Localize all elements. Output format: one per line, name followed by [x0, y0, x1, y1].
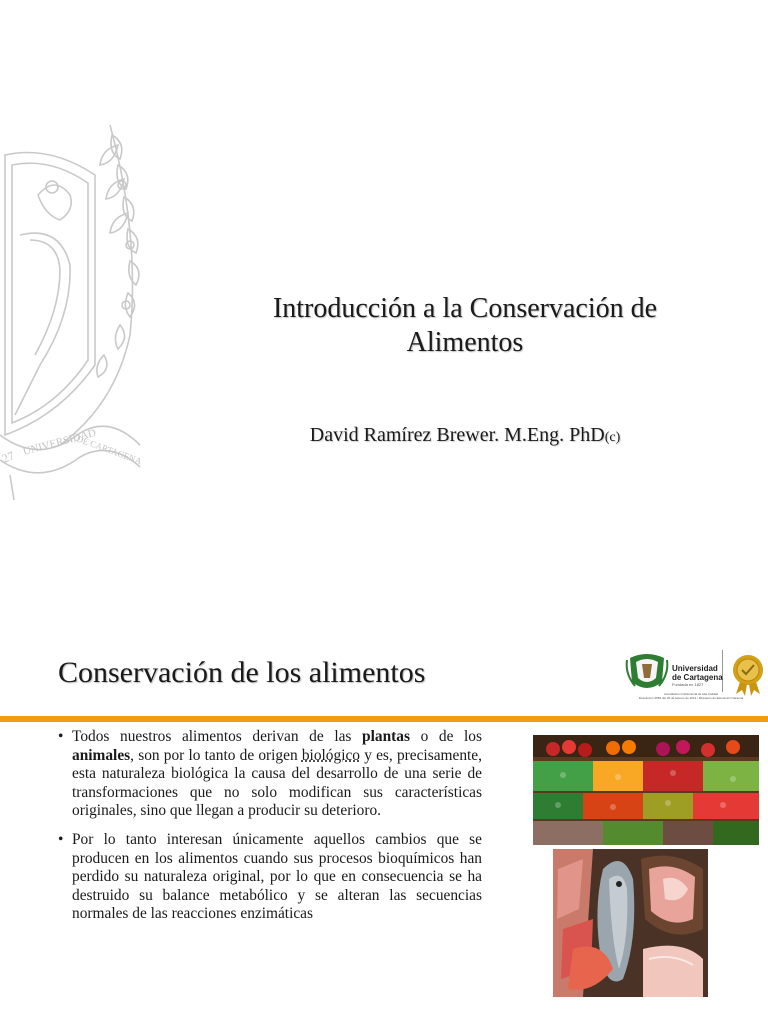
bullet-text: , son por lo tanto de origen [130, 746, 302, 764]
bullet-text: Todos nuestros alimentos derivan de las [72, 728, 363, 745]
university-seal-watermark [0, 115, 160, 505]
accreditation-line-1: Acreditación Institucional de Alta Calidad [663, 692, 719, 696]
accreditation-line-2: Resolución 2583 del 26 de febrero de 2014 / Ministerio de Educación Nacional [638, 696, 744, 700]
presentation-title [200, 292, 730, 360]
accent-divider [0, 716, 768, 722]
seal-number: 27 [0, 448, 17, 466]
emphasis-plantas: plantas [362, 728, 410, 745]
university-name [672, 664, 723, 687]
seal-text-right: DE CARTAGENA [75, 433, 144, 467]
bullet-item [58, 728, 482, 821]
emphasis-animales: animales [72, 746, 131, 764]
author-suffix: (c) [604, 430, 621, 445]
title-line-1: Introducción a la Conservación de [272, 293, 658, 324]
seal-text-left: UNIVERSIDAD [21, 426, 98, 458]
bullet-item [58, 831, 482, 924]
author-line [200, 424, 730, 447]
meat-fish-photo [553, 849, 708, 997]
slide-title: Conservación de los alimentos [58, 656, 426, 689]
bullet-text: y es, precisamente, esta naturaleza biológica la causa del desarrollo de una serie de transformaciones que no solo modifican sus características originales, sino que llegan a producir su deterioro. [72, 746, 482, 820]
accreditation-text [618, 692, 764, 700]
logo-founded: Fundada en 1827 [672, 682, 704, 687]
bullet-list [58, 728, 482, 934]
content-slide [0, 640, 768, 1024]
bullet-text: Por lo tanto interesan únicamente aquellos cambios que se producen en los alimentos cuando sus procesos bioquímicos han perdido su naturaleza original, por lo que en consecuencia se ha destruido su balance metabólico y se alteran las secuencias normales de las reacciones enzimáticas [72, 830, 482, 923]
produce-market-photo [533, 735, 759, 845]
spellcheck-word: biológico [301, 746, 360, 764]
logo-name-line-1: Universidad [672, 664, 718, 673]
accreditation-seal-icon [733, 655, 763, 696]
author-name: David Ramírez Brewer. M.Eng. PhD [309, 424, 605, 446]
logo-name-line-2: de Cartagena [672, 673, 723, 682]
title-line-2: Alimentos [406, 327, 524, 358]
bullet-text: o de los [409, 728, 482, 745]
